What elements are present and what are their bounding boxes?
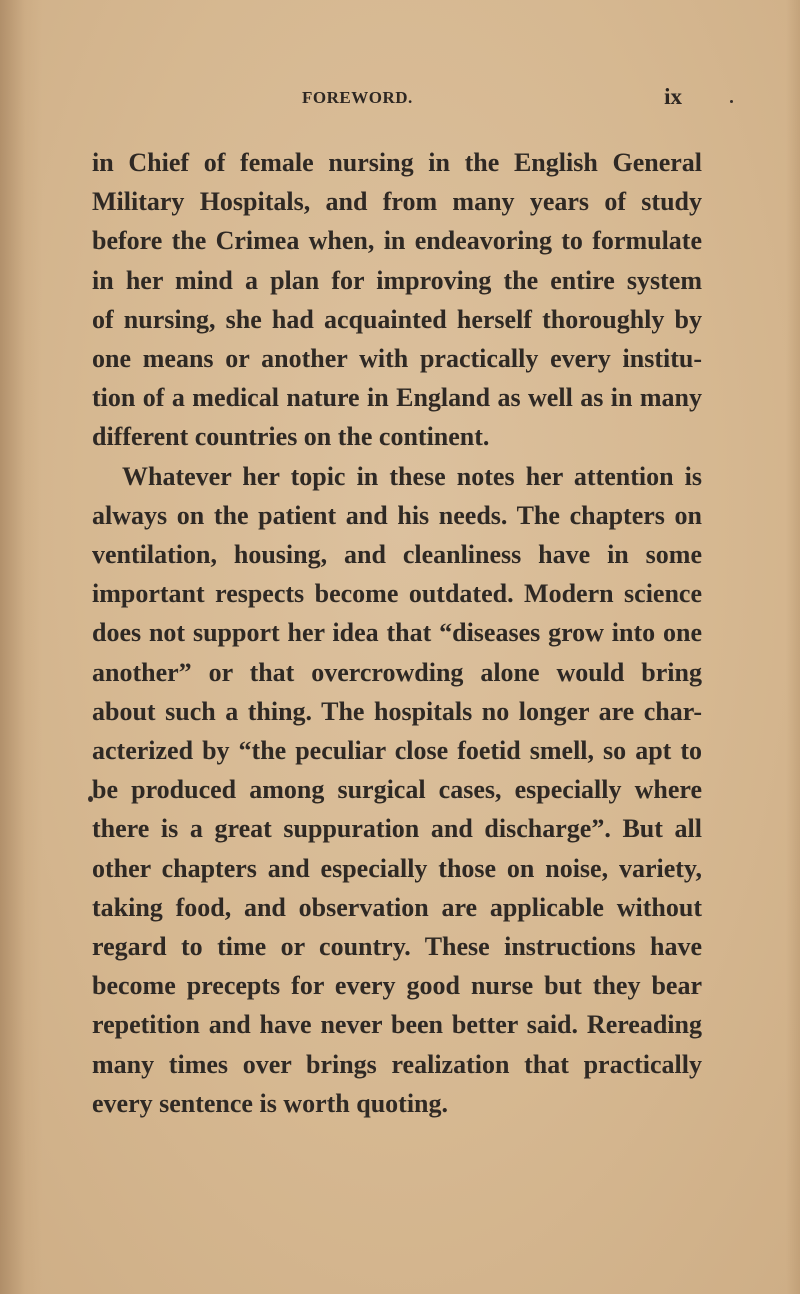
text-line: of nursing, she had acquainted herself thoroughly by <box>92 304 702 334</box>
text-line: before the Crimea when, in endeavoring to formulate <box>92 226 702 256</box>
text-line: every sentence is worth quoting. <box>92 1088 449 1118</box>
page-number: ix <box>664 84 682 109</box>
body-text <box>92 143 702 1123</box>
text-line: important respects become outdated. Modern science <box>92 579 702 609</box>
text-line: Whatever her topic in these notes her attention is <box>122 461 702 491</box>
text-line: taking food, and observation are applicable without <box>92 892 702 922</box>
text-line: many times over brings realization that practically <box>92 1049 702 1079</box>
text-line: there is a great suppuration and discharge”. But all <box>92 814 702 844</box>
text-line: different countries on the continent. <box>92 422 490 452</box>
ink-speck <box>730 100 733 103</box>
text-line: be produced among surgical cases, especially where <box>92 775 702 805</box>
text-line: other chapters and especially those on noise, variety, <box>92 853 702 883</box>
text-line: in Chief of female nursing in the English General <box>92 148 702 177</box>
text-line: about such a thing. The hospitals no longer are char- <box>92 696 702 726</box>
text-line: ventilation, housing, and cleanliness have in some <box>92 540 702 570</box>
page-edge-shadow <box>786 0 800 1294</box>
running-head <box>92 84 682 112</box>
text-line: in her mind a plan for improving the entire system <box>92 265 702 295</box>
text-line: tion of a medical nature in England as well as in many <box>92 383 702 413</box>
text-line: regard to time or country. These instructions have <box>92 932 702 962</box>
text-line: repetition and have never been better said. Rereading <box>92 1010 702 1040</box>
text-line: Military Hospitals, and from many years of study <box>92 187 702 217</box>
gutter-shadow <box>0 0 42 1294</box>
text-line: one means or another with practically every institu- <box>92 344 702 374</box>
text-line: another” or that overcrowding alone would bring <box>92 657 702 687</box>
running-head-title: FOREWORD. <box>302 88 413 107</box>
text-line: become precepts for every good nurse but they bear <box>92 971 702 1001</box>
text-line: always on the patient and his needs. The chapters on <box>92 500 702 530</box>
text-line: acterized by “the peculiar close foetid smell, so apt to <box>92 736 702 766</box>
text-line: does not support her idea that “diseases grow into one <box>92 618 702 648</box>
